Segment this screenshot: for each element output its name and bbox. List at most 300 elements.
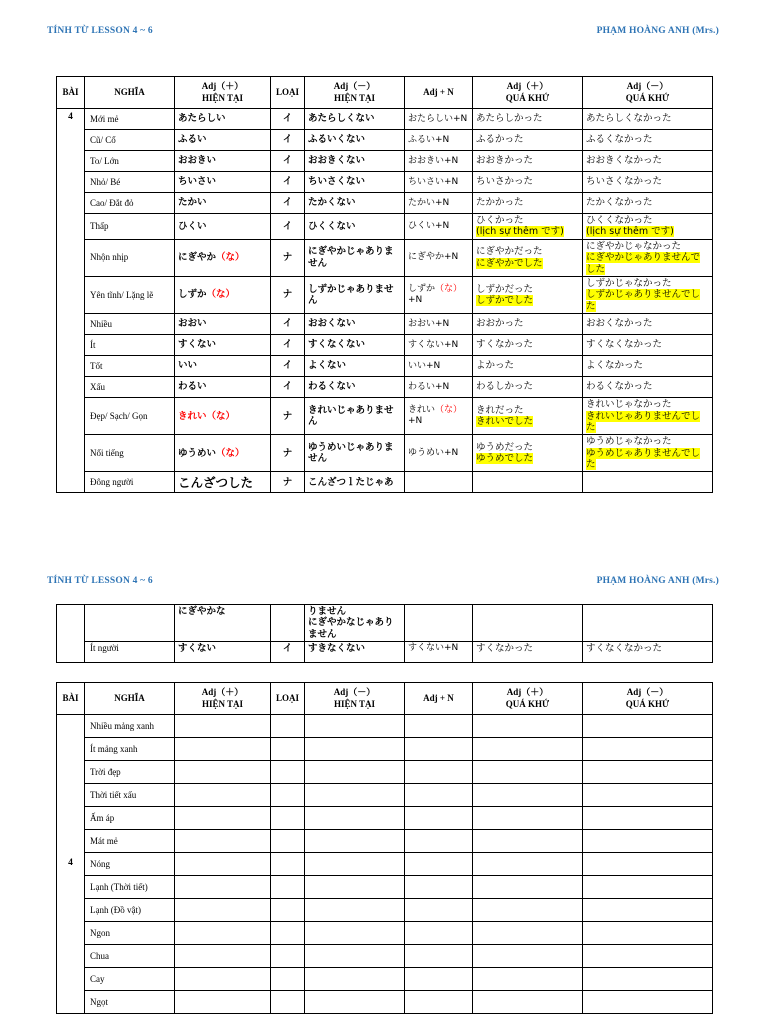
table-cell-nghia <box>85 922 175 945</box>
table-cell-adj_plus <box>175 151 271 172</box>
table-cell-past_minus <box>583 172 713 193</box>
table-cell-adj_plus <box>175 239 271 276</box>
table-cell-past_plus <box>473 276 583 313</box>
table-cell-adj_n <box>405 715 473 738</box>
cell-text: おおきい+N <box>408 155 459 166</box>
table-cell-past_minus <box>583 356 713 377</box>
table-row <box>57 807 713 830</box>
cell-text: こんざつした <box>178 474 254 490</box>
cell-text: にぎやかだった <box>476 246 543 258</box>
cell-text: ちいさくなかった <box>586 176 663 188</box>
cell-text: Yên tĩnh/ Lặng lẽ <box>90 289 154 300</box>
table-cell-past_plus <box>473 738 583 761</box>
cell-text: あたらしかった <box>476 113 543 125</box>
table-cell-past_plus <box>473 761 583 784</box>
table-cell-past_plus <box>473 605 583 642</box>
table-cell-loai <box>271 715 305 738</box>
table-cell-adj_plus <box>175 605 271 642</box>
table-cell-adj_minus <box>305 214 405 240</box>
cell-text: イ <box>282 113 293 125</box>
cell-text: よくなかった <box>586 360 644 372</box>
cell-text: すくなくなかった <box>586 643 663 655</box>
cell-text: Nhiều mảng xanh <box>90 720 154 731</box>
table-cell-past_plus <box>473 377 583 398</box>
table-cell-past_minus <box>583 830 713 853</box>
table-cell-adj_minus <box>305 876 405 899</box>
column-header: NGHĨA <box>85 77 175 109</box>
column-header: Adj（－） QUÁ KHỨ <box>583 77 713 109</box>
cell-text: いい <box>178 360 198 372</box>
cell-text: +N <box>408 295 423 306</box>
cell-text: Ngọt <box>90 996 108 1007</box>
table-cell-adj_plus <box>175 830 271 853</box>
cell-text: ひくい <box>178 220 207 232</box>
table-cell-adj_plus <box>175 435 271 472</box>
table-cell-past_plus <box>473 922 583 945</box>
table-cell-adj_minus <box>305 830 405 853</box>
table-row <box>57 876 713 899</box>
table-header-row <box>57 683 713 715</box>
cell-text: Thấp <box>90 220 109 231</box>
table-cell-past_minus <box>583 807 713 830</box>
table-cell-adj_minus <box>305 922 405 945</box>
cell-text: おおきかった <box>476 155 534 167</box>
table-cell-past_plus <box>473 715 583 738</box>
table-cell-adj_n <box>405 398 473 435</box>
table-row <box>57 398 713 435</box>
column-header: Adj + N <box>405 77 473 109</box>
cell-text: たかい <box>178 197 207 209</box>
cell-text: Trời đẹp <box>90 766 121 777</box>
column-header: Adj（＋） QUÁ KHỨ <box>473 77 583 109</box>
cell-text: ゆうめじゃなかった <box>586 436 672 448</box>
cell-text: ナ <box>282 410 293 422</box>
table-cell-adj_minus <box>305 130 405 151</box>
cell-text: ゆうめい+N <box>408 447 459 458</box>
table-cell-loai <box>271 314 305 335</box>
table-cell-loai <box>271 356 305 377</box>
cell-text: りません <box>308 606 347 617</box>
table-cell-loai <box>271 761 305 784</box>
table-cell-adj_plus <box>175 968 271 991</box>
table-cell-adj_plus <box>175 356 271 377</box>
table-cell-adj_minus <box>305 899 405 922</box>
table-cell-adj_n <box>405 130 473 151</box>
table-cell-adj_minus <box>305 761 405 784</box>
table-row <box>57 738 713 761</box>
table-row <box>57 193 713 214</box>
cell-text: ナ <box>282 289 293 301</box>
table-row <box>57 968 713 991</box>
table-cell-loai <box>271 784 305 807</box>
cell-text: おたらしい+N <box>408 113 468 124</box>
cell-text: イ <box>282 318 293 330</box>
cell-text: （な） <box>216 447 245 459</box>
cell-text: ちいさい+N <box>408 176 459 187</box>
table-row <box>57 130 713 151</box>
cell-text: Nóng <box>90 858 110 869</box>
table-cell-adj_n <box>405 239 473 276</box>
table-cell-nghia <box>85 398 175 435</box>
cell-text: Mới mẻ <box>90 113 119 124</box>
table-cell-adj_n <box>405 356 473 377</box>
table-cell-past_plus <box>473 130 583 151</box>
table-row <box>57 642 713 663</box>
table-cell-adj_plus <box>175 109 271 130</box>
cell-text: すくなかった <box>476 339 534 351</box>
cell-text: きれいじゃありませんでした <box>586 410 701 433</box>
table-cell-past_minus <box>583 193 713 214</box>
table-cell-adj_minus <box>305 968 405 991</box>
cell-text: おおくない <box>308 318 356 330</box>
table-cell-nghia <box>85 830 175 853</box>
table-cell-past_minus <box>583 276 713 313</box>
table-cell-nghia <box>85 715 175 738</box>
table-cell-past_minus <box>583 738 713 761</box>
table-cell-adj_plus <box>175 715 271 738</box>
table-cell-past_plus <box>473 642 583 663</box>
cell-text: にぎやかじゃありませんでした <box>586 252 701 275</box>
table-cell-adj_minus <box>305 784 405 807</box>
cell-text: にぎやかな <box>178 606 226 617</box>
table-cell-adj_minus <box>305 472 405 493</box>
table-row <box>57 314 713 335</box>
table-cell-nghia <box>85 853 175 876</box>
cell-text: あたらしい <box>178 113 226 125</box>
table-cell-past_minus <box>583 899 713 922</box>
cell-text: しずか <box>408 284 436 295</box>
page-header-2 <box>47 576 719 586</box>
table-cell-loai <box>271 109 305 130</box>
table-cell-adj_n <box>405 761 473 784</box>
cell-text: ひくかった <box>476 215 524 226</box>
cell-text: しずかじゃありませんでした <box>586 289 701 312</box>
cell-text: イ <box>282 155 293 167</box>
cell-text: イ <box>282 643 293 655</box>
table-cell-nghia <box>85 472 175 493</box>
cell-text: きれい（な） <box>178 410 236 422</box>
table-cell-loai <box>271 172 305 193</box>
table-cell-adj_plus <box>175 876 271 899</box>
table-cell-past_plus <box>473 830 583 853</box>
table-row <box>57 276 713 313</box>
table-cell-loai <box>271 945 305 968</box>
cell-text: わるくない <box>308 381 356 393</box>
table-cell-nghia <box>85 335 175 356</box>
table-cell-adj_minus <box>305 945 405 968</box>
table-cell-adj_minus <box>305 715 405 738</box>
cell-text: Cũ/ Cổ <box>90 134 116 145</box>
table-cell-nghia <box>85 377 175 398</box>
cell-text: きれだった <box>476 404 524 416</box>
table-row <box>57 784 713 807</box>
table-cell-loai <box>271 738 305 761</box>
table-cell-adj_minus <box>305 151 405 172</box>
table-row <box>57 472 713 493</box>
cell-text: にぎやかじゃありません <box>308 246 394 269</box>
table-cell-past_minus <box>583 239 713 276</box>
table-row <box>57 239 713 276</box>
cell-text: きれいじゃなかった <box>586 399 672 411</box>
table-cell-adj_n <box>405 193 473 214</box>
table-cell-loai <box>271 214 305 240</box>
table-cell-adj_plus <box>175 738 271 761</box>
table-cell-past_minus <box>583 472 713 493</box>
table-cell-past_minus <box>583 314 713 335</box>
cell-text: ナ <box>282 252 293 264</box>
cell-text: ナ <box>282 447 293 459</box>
page-header-1 <box>47 26 719 36</box>
table-cell-nghia <box>85 109 175 130</box>
table-row <box>57 435 713 472</box>
table-cell-past_minus <box>583 605 713 642</box>
table-cell-nghia <box>85 761 175 784</box>
table-cell-past_plus <box>473 945 583 968</box>
table-cell-adj_n <box>405 276 473 313</box>
table-cell-past_minus <box>583 968 713 991</box>
cell-text: ゆうめだった <box>476 441 534 453</box>
table-cell-past_plus <box>473 214 583 240</box>
table-cell-loai <box>271 276 305 313</box>
table-cell-adj_minus <box>305 807 405 830</box>
cell-text: しずかでした <box>476 295 534 307</box>
table-cell-adj_minus <box>305 239 405 276</box>
table-cell-adj_n <box>405 991 473 1014</box>
cell-text: Tốt <box>90 360 103 371</box>
table-cell-adj_plus <box>175 377 271 398</box>
table-cell-adj_plus <box>175 130 271 151</box>
cell-text: すくなくなかった <box>586 339 663 351</box>
cell-text: Nhộn nhịp <box>90 252 129 263</box>
cell-text: おおきくなかった <box>586 155 663 167</box>
cell-text: Lạnh (Thời tiết) <box>90 881 148 892</box>
table-cell-adj_plus <box>175 172 271 193</box>
cell-text: おおきい <box>178 155 217 167</box>
table-cell-adj_plus <box>175 945 271 968</box>
column-header: Adj（－） HIỆN TẠI <box>305 77 405 109</box>
table-cell-past_minus <box>583 945 713 968</box>
table-cell-nghia <box>85 239 175 276</box>
cell-text: Đẹp/ Sạch/ Gọn <box>90 410 148 421</box>
table-cell-loai <box>271 922 305 945</box>
table-cell-loai <box>271 968 305 991</box>
table-cell-loai <box>271 472 305 493</box>
cell-text: にぎやかじゃなかった <box>586 240 682 252</box>
cell-text: Ấm áp <box>90 812 115 823</box>
table-cell-adj_plus <box>175 314 271 335</box>
table-cell-adj_n <box>405 853 473 876</box>
table-cell-nghia <box>85 899 175 922</box>
cell-text: ひくくない <box>308 220 356 232</box>
cell-text: ふるい+N <box>408 134 450 145</box>
cell-text: おおくなかった <box>586 318 653 330</box>
cell-text: きれいでした <box>476 416 534 428</box>
cell-text: ふるかった <box>476 134 524 146</box>
cell-text: たかかった <box>476 197 524 209</box>
table-cell-adj_minus <box>305 435 405 472</box>
cell-text: To/ Lớn <box>90 155 119 166</box>
cell-text: Đông người <box>90 477 134 488</box>
table-cell-past_minus <box>583 398 713 435</box>
table-row <box>57 945 713 968</box>
cell-text: ナ <box>282 476 293 488</box>
table-cell-adj_n <box>405 945 473 968</box>
table-cell-loai <box>271 398 305 435</box>
cell-text: Cay <box>90 973 105 984</box>
table-header-row <box>57 77 713 109</box>
adjective-table-page1 <box>56 76 713 493</box>
table-cell-nghia <box>85 991 175 1014</box>
cell-text: きれい <box>408 405 436 416</box>
table-cell-past_minus <box>583 784 713 807</box>
cell-text: すくない+N <box>408 339 459 350</box>
table-row <box>57 991 713 1014</box>
table-cell-nghia <box>85 193 175 214</box>
table-cell-nghia <box>85 807 175 830</box>
table-row <box>57 830 713 853</box>
cell-text: ゆうめじゃありませんでした <box>586 447 701 471</box>
table-cell-adj_plus <box>175 807 271 830</box>
cell-text: しずかだった <box>476 283 534 295</box>
cell-text: イ <box>282 360 293 372</box>
column-header: BÀI <box>57 77 85 109</box>
table-cell-adj_n <box>405 605 473 642</box>
cell-text: おおきくない <box>308 155 366 167</box>
table-cell-past_minus <box>583 876 713 899</box>
table-cell-adj_n <box>405 214 473 240</box>
cell-text: Nhỏ/ Bé <box>90 176 121 187</box>
cell-text: Nổi tiếng <box>90 447 124 458</box>
cell-text: ちいさかった <box>476 176 534 188</box>
table-cell-nghia <box>85 151 175 172</box>
table-cell-adj_n <box>405 784 473 807</box>
cell-text: たかくなかった <box>586 197 653 209</box>
table-cell-loai <box>271 899 305 922</box>
table-cell-past_plus <box>473 356 583 377</box>
table-cell-past_plus <box>473 398 583 435</box>
table-cell-adj_n <box>405 807 473 830</box>
table-cell-adj_minus <box>305 276 405 313</box>
table-cell-adj_plus <box>175 853 271 876</box>
cell-text: Lạnh (Đồ vật) <box>90 904 141 915</box>
cell-text: イ <box>282 220 293 232</box>
cell-text: わるしかった <box>476 381 534 393</box>
table-cell-adj_plus <box>175 335 271 356</box>
table-cell-nghia <box>85 784 175 807</box>
cell-text: ゆうめでした <box>476 453 534 465</box>
cell-text: しずかじゃありません <box>308 283 394 307</box>
table-cell-loai <box>271 807 305 830</box>
column-header: Adj（－） HIỆN TẠI <box>305 683 405 715</box>
table-cell-adj_minus <box>305 172 405 193</box>
table-cell-nghia <box>85 172 175 193</box>
table-cell-past_plus <box>473 109 583 130</box>
cell-text: たかくない <box>308 197 356 209</box>
table-cell-adj_minus <box>305 335 405 356</box>
table-cell-past_plus <box>473 335 583 356</box>
table-cell-adj_n <box>405 172 473 193</box>
cell-text: イ <box>282 381 293 393</box>
table-cell-adj_minus <box>305 314 405 335</box>
table-cell-past_minus <box>583 715 713 738</box>
table-row <box>57 715 713 738</box>
lesson-number-cell <box>57 605 85 663</box>
table-row <box>57 151 713 172</box>
table-cell-adj_minus <box>305 377 405 398</box>
table-cell-loai <box>271 605 305 642</box>
table-cell-adj_n <box>405 377 473 398</box>
lesson-number-cell: 4 <box>57 715 85 1014</box>
table-row <box>57 172 713 193</box>
table-cell-adj_n <box>405 830 473 853</box>
cell-text: （な） <box>206 289 236 301</box>
table-cell-adj_n <box>405 151 473 172</box>
cell-text: しずか <box>178 289 207 301</box>
table-cell-adj_minus <box>305 738 405 761</box>
column-header: Adj + N <box>405 683 473 715</box>
cell-text: (lịch sự thêm です) <box>476 226 564 238</box>
table-cell-adj_n <box>405 472 473 493</box>
cell-text: イ <box>282 197 293 209</box>
lesson-title: TÍNH TỪ LESSON 4 ~ 6 <box>47 26 153 36</box>
cell-text: あたらしくない <box>308 113 375 125</box>
lesson-number-cell: 4 <box>57 109 85 493</box>
table-cell-past_plus <box>473 853 583 876</box>
table-cell-past_minus <box>583 853 713 876</box>
cell-text: イ <box>282 134 293 146</box>
table-cell-adj_n <box>405 922 473 945</box>
cell-text: Nhiều <box>90 318 112 329</box>
table-cell-loai <box>271 335 305 356</box>
cell-text: Thời tiết xấu <box>90 789 137 800</box>
table-cell-loai <box>271 991 305 1014</box>
cell-text: にぎやか+N <box>408 252 459 263</box>
cell-text: わるい+N <box>408 381 450 392</box>
table-cell-past_minus <box>583 761 713 784</box>
table-row <box>57 356 713 377</box>
table-cell-adj_n <box>405 876 473 899</box>
cell-text: ひくくなかった <box>586 215 653 226</box>
table-cell-past_minus <box>583 922 713 945</box>
cell-text: おおかった <box>476 318 524 330</box>
column-header: LOẠI <box>271 683 305 715</box>
table-cell-nghia <box>85 435 175 472</box>
column-header: LOẠI <box>271 77 305 109</box>
table-cell-nghia <box>85 738 175 761</box>
table-row <box>57 109 713 130</box>
table-cell-nghia <box>85 130 175 151</box>
table-cell-nghia <box>85 314 175 335</box>
cell-text: （な） <box>216 252 245 264</box>
cell-text: いい+N <box>408 360 441 371</box>
table-cell-loai <box>271 830 305 853</box>
cell-text: あたらしくなかった <box>586 113 672 125</box>
cell-text: Ít <box>90 339 96 350</box>
adjective-table-continuation <box>56 604 713 663</box>
cell-text: Chua <box>90 950 109 961</box>
column-header: Adj（＋） HIỆN TẠI <box>175 77 271 109</box>
cell-text: たかい+N <box>408 197 450 208</box>
table-cell-adj_n <box>405 968 473 991</box>
table-cell-nghia <box>85 356 175 377</box>
table-cell-past_plus <box>473 193 583 214</box>
author-name: PHẠM HOÀNG ANH (Mrs.) <box>596 26 719 36</box>
cell-text: Cao/ Đắt đỏ <box>90 197 134 208</box>
table-cell-past_minus <box>583 335 713 356</box>
lesson-title: TÍNH TỪ LESSON 4 ~ 6 <box>47 576 153 586</box>
cell-text: すくない+N <box>408 643 459 654</box>
cell-text: +N <box>408 416 423 427</box>
